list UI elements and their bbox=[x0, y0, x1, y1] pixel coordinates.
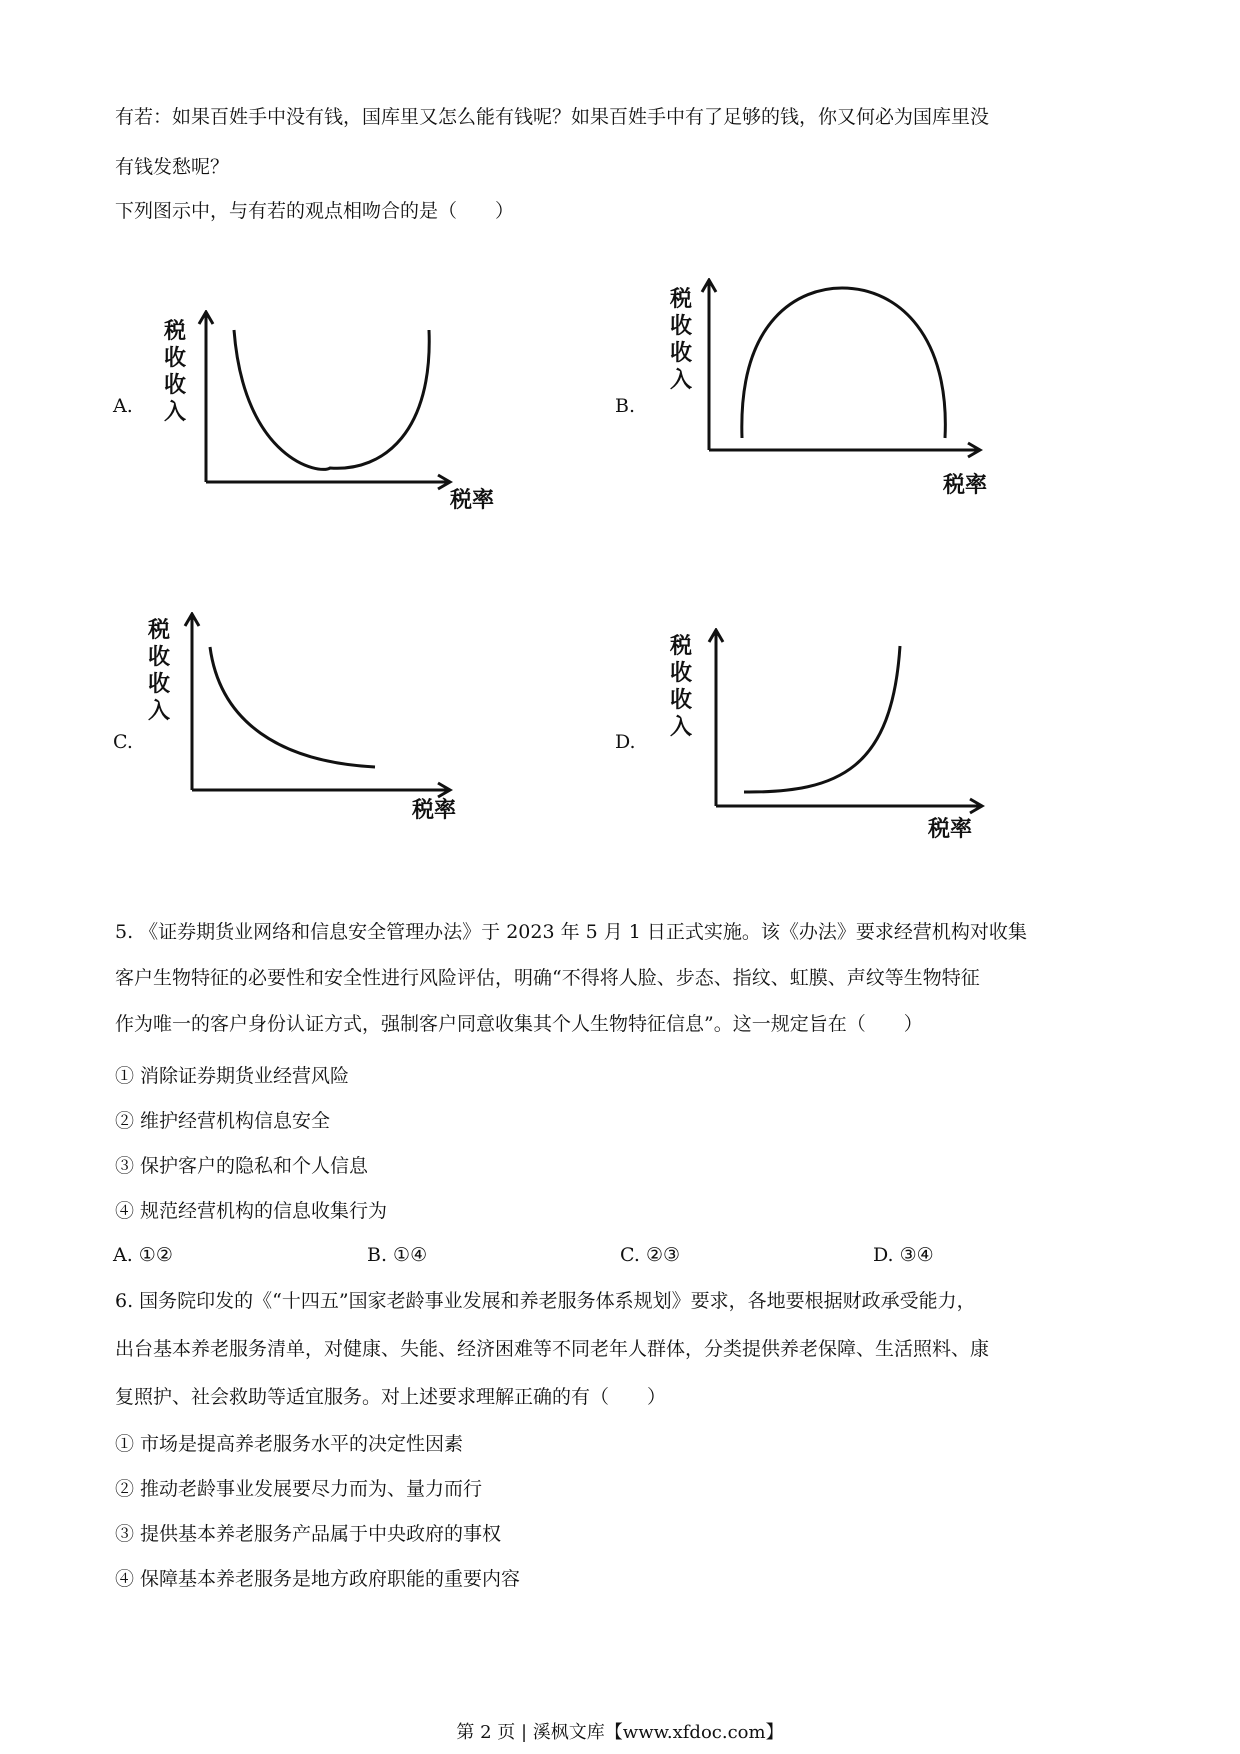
q5-stem-line-3: 作为唯一的客户身份认证方式，强制客户同意收集其个人生物特征信息”。这一规定旨在（ ） bbox=[115, 1013, 923, 1035]
page-footer: 第 2 页 | 溪枫文库【www.xfdoc.com】 bbox=[456, 1722, 784, 1743]
option-d-xlabel: 税率 bbox=[928, 816, 973, 842]
option-c-ylabel bbox=[147, 617, 170, 724]
q5-item-1: ① 消除证券期货业经营风险 bbox=[115, 1065, 350, 1087]
option-b-curve bbox=[742, 288, 946, 438]
q4-stem-line-1: 有若：如果百姓手中没有钱，国库里又怎么能有钱呢？如果百姓手中有了足够的钱，你又何必为国库里没 bbox=[115, 106, 990, 128]
option-b-graph bbox=[660, 278, 1020, 503]
q6-stem-line-2: 出台基本养老服务清单，对健康、失能、经济困难等不同老年人群体，分类提供养老保障、生活照料、康 bbox=[115, 1338, 990, 1360]
svg-text:收: 收 bbox=[670, 340, 693, 366]
option-a-label: A. bbox=[113, 395, 133, 417]
svg-text:收: 收 bbox=[148, 644, 171, 670]
option-b-label: B. bbox=[615, 395, 636, 417]
q5-choice-a[interactable]: A. ①② bbox=[113, 1244, 173, 1266]
q6-stem-line-1: 6. 国务院印发的《“十四五”国家老龄事业发展和养老服务体系规划》要求，各地要根据财政承受能力， bbox=[115, 1290, 976, 1312]
q5-item-3: ③ 保护客户的隐私和个人信息 bbox=[115, 1155, 369, 1177]
q6-item-1: ① 市场是提高养老服务水平的决定性因素 bbox=[115, 1433, 464, 1455]
q5-choice-d[interactable]: D. ③④ bbox=[873, 1244, 934, 1266]
svg-text:入: 入 bbox=[164, 399, 187, 425]
option-c-graph bbox=[140, 612, 480, 837]
option-a-ylabel bbox=[163, 318, 186, 425]
svg-text:入: 入 bbox=[670, 367, 693, 393]
q6-item-3: ③ 提供基本养老服务产品属于中央政府的事权 bbox=[115, 1523, 502, 1545]
svg-text:收: 收 bbox=[164, 372, 187, 398]
q6-item-2: ② 推动老龄事业发展要尽力而为、量力而行 bbox=[115, 1478, 483, 1500]
svg-text:收: 收 bbox=[670, 313, 693, 339]
svg-text:收: 收 bbox=[670, 660, 693, 686]
option-d-label: D. bbox=[615, 731, 636, 753]
svg-text:收: 收 bbox=[670, 687, 693, 713]
option-c-curve bbox=[210, 647, 375, 767]
svg-text:税: 税 bbox=[164, 318, 187, 344]
svg-text:入: 入 bbox=[148, 698, 171, 724]
q5-item-2: ② 维护经营机构信息安全 bbox=[115, 1110, 331, 1132]
q4-stem-line-3: 下列图示中，与有若的观点相吻合的是（ ） bbox=[115, 200, 515, 222]
svg-text:收: 收 bbox=[164, 345, 187, 371]
q6-stem-line-3: 复照护、社会救助等适宜服务。对上述要求理解正确的有（ ） bbox=[115, 1386, 667, 1408]
q5-choice-c[interactable]: C. ②③ bbox=[620, 1244, 681, 1266]
option-b-xlabel: 税率 bbox=[943, 472, 988, 498]
option-a-xlabel: 税率 bbox=[450, 487, 495, 513]
option-d-graph bbox=[660, 628, 1020, 853]
svg-text:税: 税 bbox=[670, 633, 693, 659]
svg-text:入: 入 bbox=[670, 714, 693, 740]
option-b-ylabel bbox=[669, 286, 692, 393]
q5-stem-line-2: 客户生物特征的必要性和安全性进行风险评估，明确“不得将人脸、步态、指纹、虹膜、声纹等生物特征 bbox=[115, 967, 980, 989]
q5-choice-b[interactable]: B. ①④ bbox=[367, 1244, 428, 1266]
option-d-ylabel bbox=[669, 633, 692, 740]
option-d-curve bbox=[744, 646, 900, 792]
q6-item-4: ④ 保障基本养老服务是地方政府职能的重要内容 bbox=[115, 1568, 521, 1590]
svg-text:收: 收 bbox=[148, 671, 171, 697]
option-a-graph bbox=[150, 310, 520, 525]
q4-stem-line-2: 有钱发愁呢？ bbox=[115, 156, 230, 178]
option-a-curve bbox=[234, 330, 429, 469]
q5-item-4: ④ 规范经营机构的信息收集行为 bbox=[115, 1200, 388, 1222]
option-c-label: C. bbox=[113, 731, 133, 753]
svg-text:税: 税 bbox=[148, 617, 171, 643]
q5-stem-line-1: 5. 《证券期货业网络和信息安全管理办法》于 2023 年 5 月 1 日正式实施。该《办法》要求经营机构对收集 bbox=[115, 921, 1027, 943]
svg-text:税: 税 bbox=[670, 286, 693, 312]
option-c-xlabel: 税率 bbox=[412, 797, 457, 823]
